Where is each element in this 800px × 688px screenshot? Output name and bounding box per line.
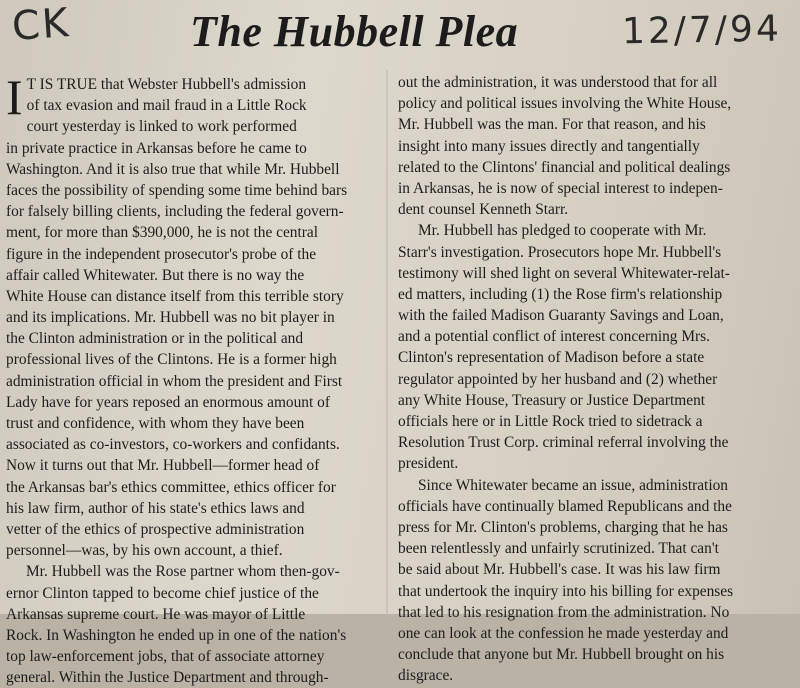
text-line: dent counsel Kenneth Starr. [398, 201, 569, 219]
text-line: the Arkansas bar's ethics committee, ethics officer for [6, 478, 336, 496]
text-line: Mr. Hubbell was the man. For that reason, and his [398, 116, 706, 134]
text-line: Mr. Hubbell was the Rose partner whom then-gov- [26, 563, 340, 581]
text-line: ment, for more than $390,000, he is not the central [6, 224, 319, 242]
text-line: Resolution Trust Corp. criminal referral involving the [398, 434, 729, 452]
text-line: Arkansas supreme court. He was mayor of Little [6, 605, 306, 623]
text-line: top law-enforcement jobs, that of associate attorney [6, 648, 325, 666]
article-column-right [398, 72, 790, 686]
text-line: Rock. In Washington he ended up in one of the nation's [6, 626, 347, 644]
handwritten-date: 12/7/94 [621, 8, 783, 53]
text-line: testimony will shed light on several Whitewater-relat- [398, 264, 730, 282]
article-headline: The Hubbell Plea [190, 7, 519, 56]
text-line: one can look at the confession he made yesterday and [398, 624, 729, 642]
text-line: White House can distance itself from this terrible story [6, 287, 344, 305]
text-line: affair called Whitewater. But there is no way the [6, 266, 305, 284]
text-line: with the failed Madison Guaranty Savings and Loan, [398, 307, 724, 325]
text-line: ed matters, including (1) the Rose firm's relationship [398, 285, 723, 303]
text-line: out the administration, it was understood that for all [398, 74, 718, 91]
text-line: and a potential conflict of interest concerning Mrs. [398, 328, 710, 346]
text-line: Mr. Hubbell has pledged to cooperate with Mr. [418, 222, 707, 240]
text-line: and its implications. Mr. Hubbell was no bit player in [6, 309, 335, 327]
text-line: regulator appointed by her husband and (2) whether [398, 370, 718, 388]
text-line: the Clinton administration or in the political and [6, 330, 304, 348]
text-line: related to the Clintons' financial and political dealings [398, 158, 731, 176]
text-line: faces the possibility of spending some time behind bars [6, 181, 348, 199]
text-line: Lady have for years reposed an enormous amount of [6, 393, 330, 411]
text-line: Clinton's representation of Madison before a state [398, 349, 705, 367]
text-line: his law firm, author of his state's ethics laws and [6, 499, 305, 517]
text-line: in Arkansas, he is now of special interest to indepen- [398, 179, 723, 197]
text-line: insight into many issues directly and tangentially [398, 137, 700, 155]
text-line: that led to his resignation from the administration. No [398, 603, 730, 621]
text-line: be said about Mr. Hubbell's case. It was his law firm [398, 561, 721, 579]
text-line: disgrace. [398, 667, 454, 685]
text-line: court yesterday is linked to work performed [26, 118, 297, 136]
text-line: figure in the independent prosecutor's probe of the [6, 245, 317, 263]
text-line: officials here or in Little Rock tried to sidetrack a [398, 413, 703, 430]
column-divider [386, 70, 388, 614]
text-line: T IS TRUE that Webster Hubbell's admission [26, 76, 307, 93]
handwritten-initials: CK [10, 0, 72, 50]
text-line: professional lives of the Clintons. He is a former high [6, 351, 337, 369]
text-line: associated as co-investors, co-workers and confidants. [6, 436, 340, 454]
text-line: president. [398, 455, 459, 473]
text-line: Now it turns out that Mr. Hubbell—former head of [6, 457, 320, 475]
text-line: any White House, Treasury or Justice Department [398, 391, 706, 409]
text-line: press for Mr. Clinton's problems, charging that he has [398, 518, 728, 536]
text-line: been relentlessly and unfairly scrutinized. That can't [398, 540, 719, 558]
text-line: trust and confidence, with whom they have been [6, 415, 305, 432]
text-line: vetter of the ethics of prospective administration [6, 520, 305, 538]
article-column-left [6, 69, 386, 688]
text-line: personnel—was, by his own account, a thief. [6, 542, 283, 560]
text-line: in private practice in Arkansas before he came to [6, 139, 307, 157]
text-line: of tax evasion and mail fraud in a Little Rock [26, 97, 307, 115]
text-line: ernor Clinton tapped to become chief justice of the [6, 584, 319, 602]
drop-cap: I [6, 69, 23, 125]
text-line: conclude that anyone but Mr. Hubbell brought on his [398, 646, 725, 664]
text-line: Starr's investigation. Prosecutors hope Mr. Hubbell's [398, 243, 722, 261]
text-line: Washington. And it is also true that while Mr. Hubbell [6, 160, 340, 178]
text-line: policy and political issues involving the White House, [398, 95, 732, 113]
text-line: for falsely billing clients, including the federal govern- [6, 203, 344, 221]
text-line: officials have continually blamed Republicans and the [398, 497, 732, 515]
text-line: administration official in whom the president and First [6, 372, 343, 390]
text-line: general. Within the Justice Department and through- [6, 669, 329, 687]
text-line: Since Whitewater became an issue, administration [418, 476, 728, 494]
text-line: that undertook the inquiry into his billing for expenses [398, 582, 734, 600]
